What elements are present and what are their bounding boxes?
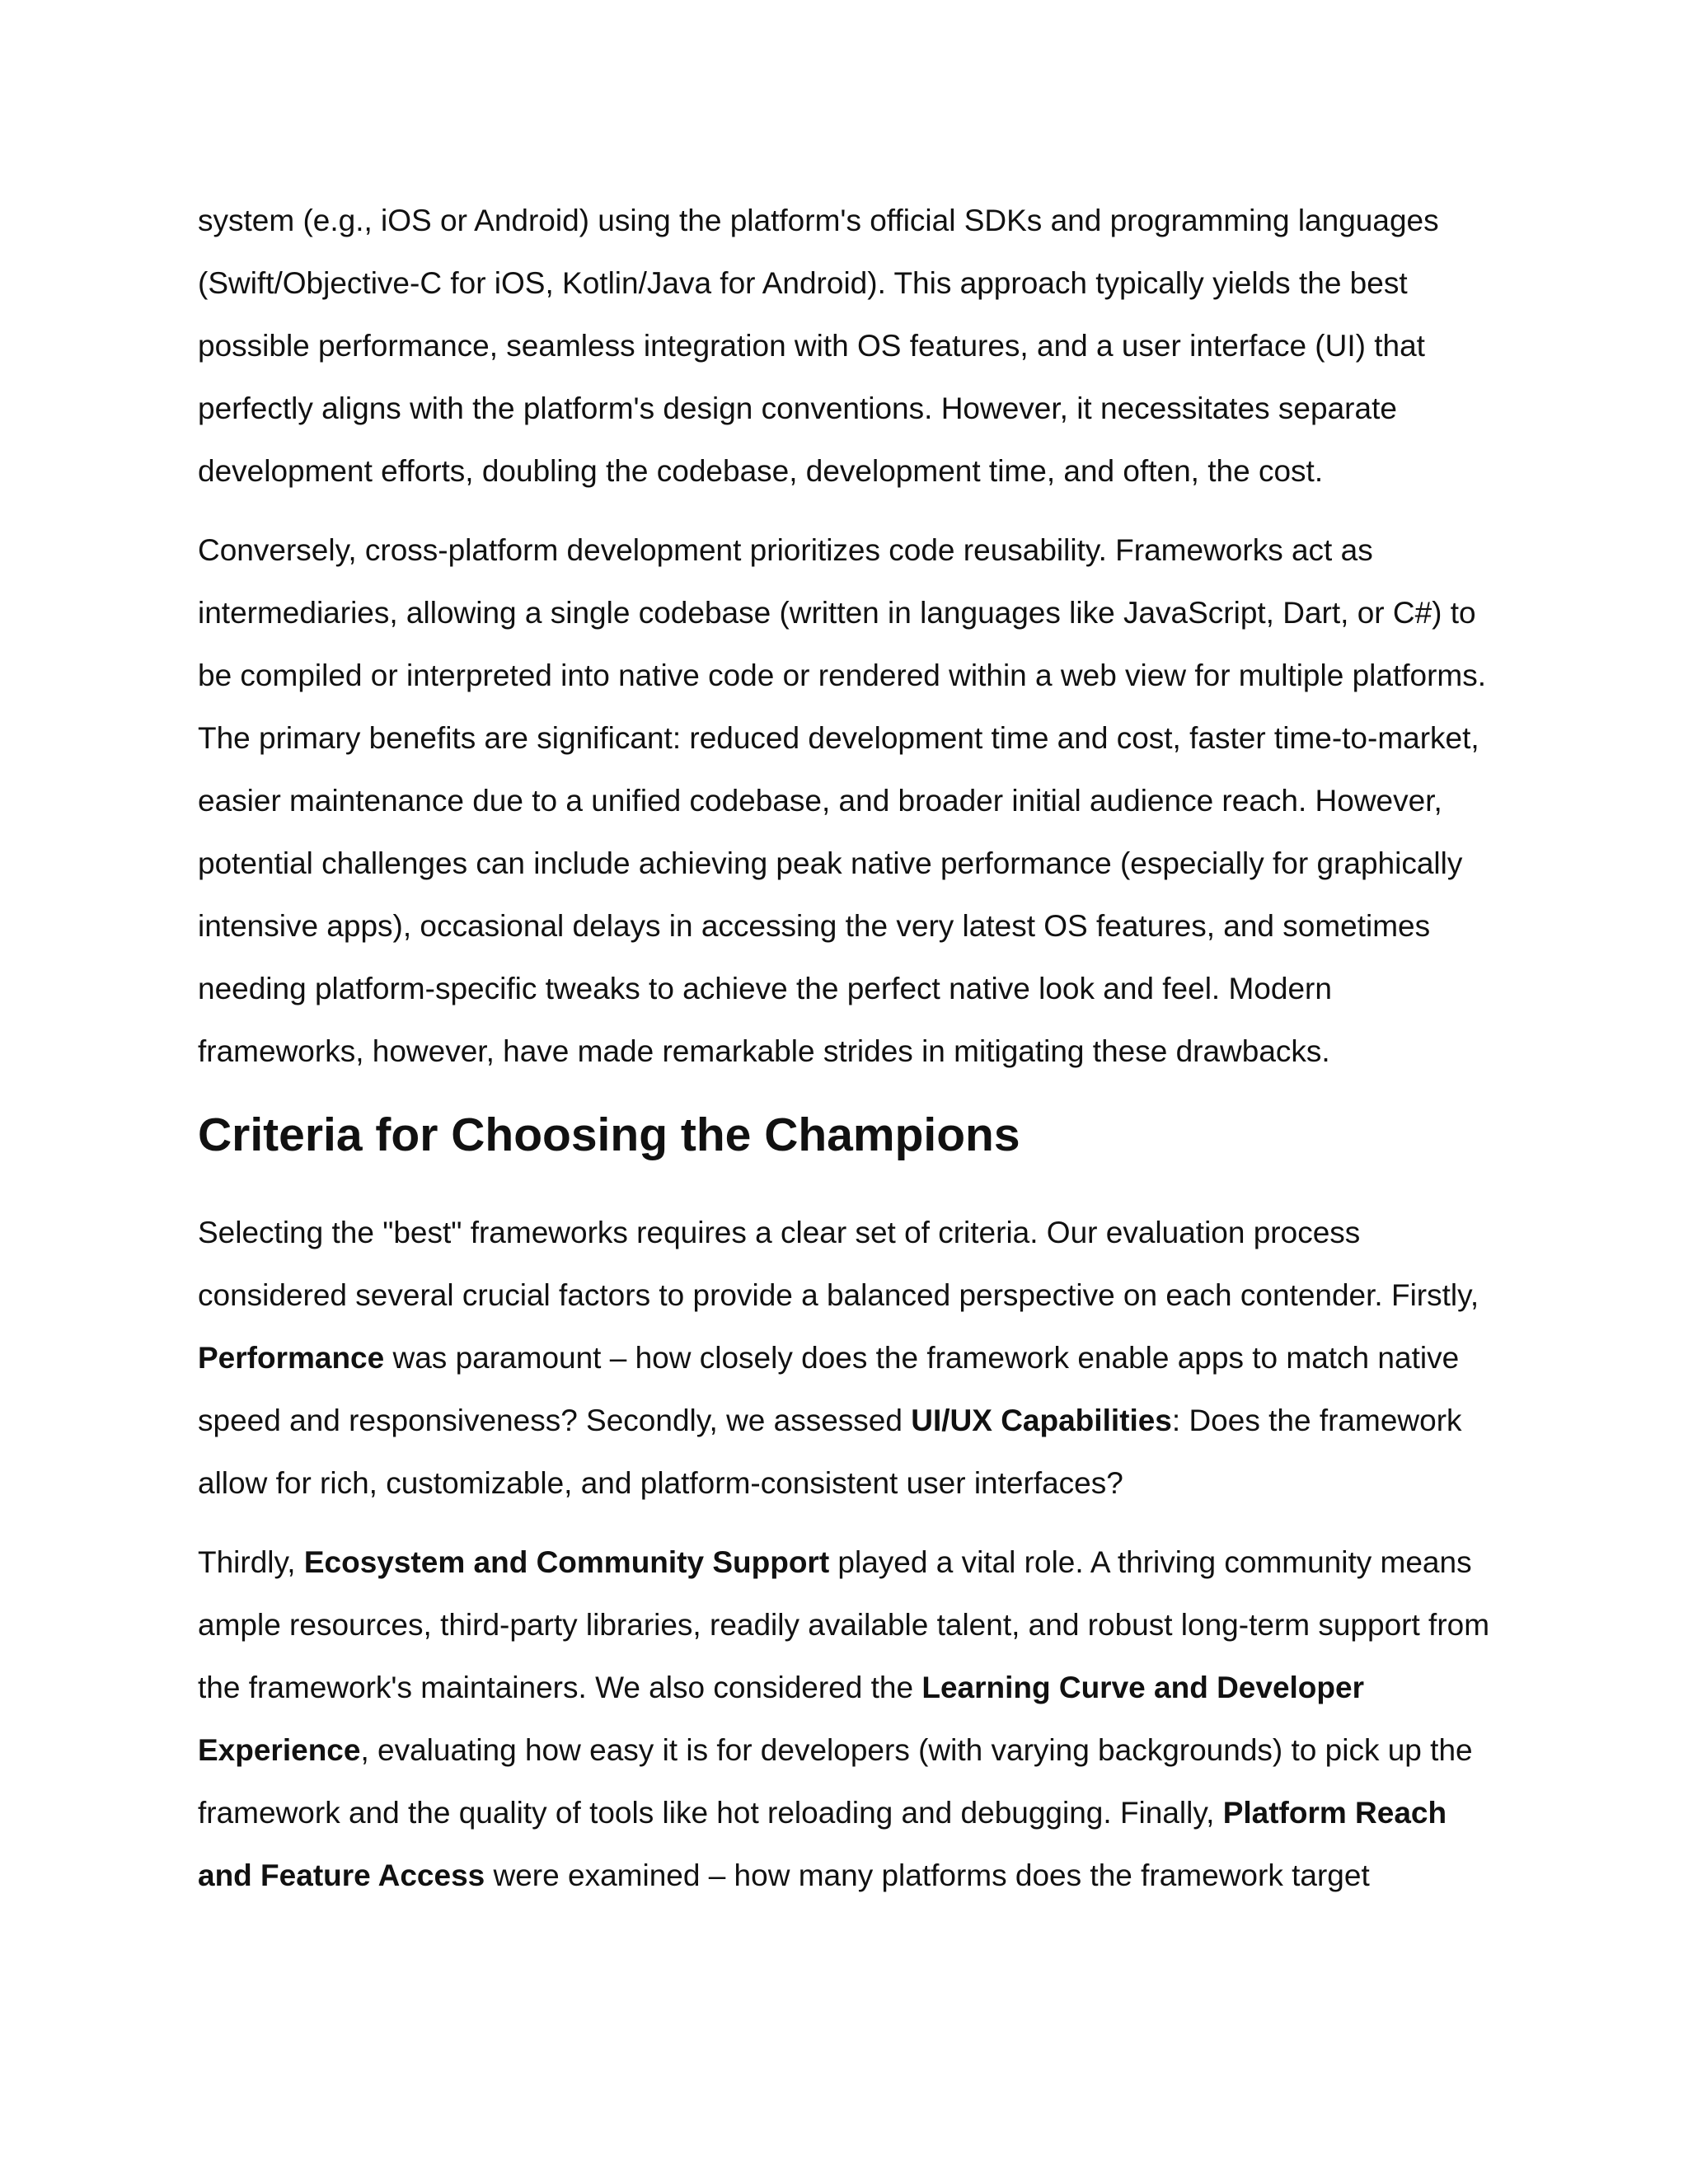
paragraph-native-development: system (e.g., iOS or Android) using the platform's official SDKs and programming languages (Swift/Objective-C for iOS, Kotlin/Java for Android). This approach typically yields the best possible performance, seamless integration with OS features, and a user interface (UI) that perfectly aligns with the platform's design conventions. However, it necessitates separate development efforts, doubling the codebase, development time, and often, the cost. (198, 204, 1439, 488)
paragraph-cross-platform-development: Conversely, cross-platform development prioritizes code reusability. Frameworks act as intermediaries, allowing a single codebase (written in languages like JavaScript, Dart, or C#) to be compiled or interpreted into native code or rendered within a web view for multiple platforms. The primary benefits are significant: reduced development time and cost, faster time-to-market, easier maintenance due to a unified codebase, and broader initial audience reach. However, potential challenges can include achieving peak native performance (especially for graphically intensive apps), occasional delays in accessing the very latest OS features, and sometimes needing platform-specific tweaks to achieve the perfect native look and feel. Modern frameworks, however, have made remarkable strides in mitigating these drawbacks. (198, 533, 1487, 1068)
bold-term-learning-curve: Learning Curve and Developer Experience (198, 1671, 1364, 1767)
paragraph-criteria-performance-ui (198, 1202, 1500, 1515)
text-run: , evaluating how easy it is for developers (with varying backgrounds) to pick up the framework and the quality of tools like hot reloading and debugging. Finally, (198, 1733, 1473, 1830)
bold-term-ui-ux-capabilities: UI/UX Capabilities (911, 1404, 1172, 1437)
paragraph-criteria-ecosystem-learning-reach (198, 1531, 1500, 1907)
text-run: was paramount – how closely does the framework enable apps to match native speed and responsiveness? Secondly, we assessed (198, 1341, 1460, 1437)
bold-term-ecosystem-community: Ecosystem and Community Support (303, 1545, 830, 1579)
text-run: Selecting the "best" frameworks requires a clear set of criteria. Our evaluation process considered several crucial factors to provide a balanced perspective on each contender. Firstly, (198, 1216, 1479, 1312)
text-run: were examined – how many platforms does the framework target (485, 1858, 1370, 1892)
text-run: Thirdly, (198, 1545, 304, 1579)
document-body (198, 190, 1500, 1907)
bold-term-performance: Performance (198, 1341, 385, 1375)
text-run: played a vital role. A thriving community means ample resources, third-party libraries, readily available talent, and robust long-term support from the framework's maintainers. We also considered the (198, 1545, 1490, 1704)
text-run: : Does the framework allow for rich, customizable, and platform-consistent user interfaces? (198, 1404, 1462, 1500)
bold-term-platform-reach: Platform Reach and Feature Access (198, 1796, 1447, 1892)
section-heading: Criteria for Choosing the Champions (198, 1108, 1020, 1161)
